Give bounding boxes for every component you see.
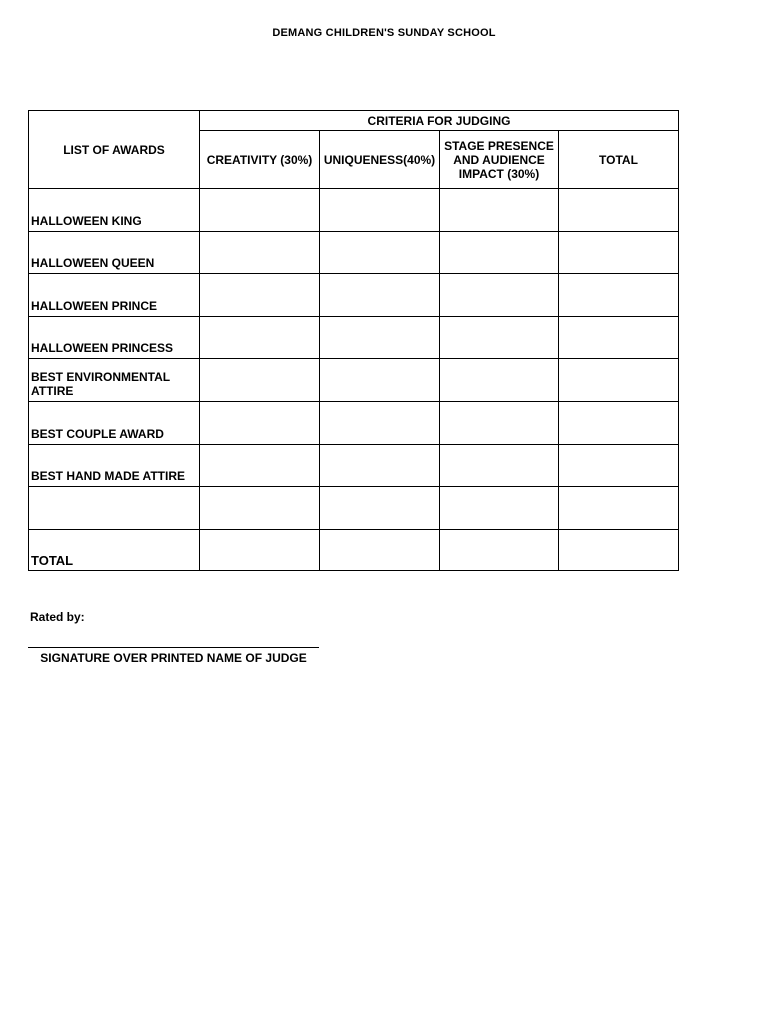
score-cell-stage-presence[interactable] [440, 232, 559, 274]
score-cell-creativity[interactable] [200, 232, 320, 274]
table-row [29, 189, 679, 232]
score-cell-stage-presence[interactable] [440, 189, 559, 232]
score-cell-total[interactable] [559, 189, 679, 232]
score-cell-total[interactable] [559, 232, 679, 274]
table-row-total [29, 530, 679, 571]
score-cell-creativity[interactable] [200, 189, 320, 232]
table-row [29, 402, 679, 445]
score-cell-creativity[interactable] [200, 359, 320, 402]
total-cell-stage-presence[interactable] [440, 530, 559, 571]
score-cell-total[interactable] [559, 445, 679, 487]
score-cell-stage-presence[interactable] [440, 274, 559, 317]
score-cell-uniqueness[interactable] [320, 359, 440, 402]
column-header-uniqueness: UNIQUENESS(40%) [320, 131, 440, 189]
table-row [29, 317, 679, 359]
score-cell-total[interactable] [559, 274, 679, 317]
award-label: HALLOWEEN QUEEN [29, 232, 200, 274]
award-label: HALLOWEEN KING [29, 189, 200, 232]
rated-by-label: Rated by: [30, 610, 85, 624]
signature-caption: SIGNATURE OVER PRINTED NAME OF JUDGE [40, 651, 307, 665]
score-cell-uniqueness[interactable] [320, 402, 440, 445]
score-cell-uniqueness[interactable] [320, 487, 440, 530]
score-cell-stage-presence[interactable] [440, 445, 559, 487]
award-label: BEST ENVIRONMENTAL ATTIRE [29, 359, 200, 402]
award-label: BEST COUPLE AWARD [29, 402, 200, 445]
score-cell-total[interactable] [559, 317, 679, 359]
score-cell-creativity[interactable] [200, 274, 320, 317]
score-cell-uniqueness[interactable] [320, 317, 440, 359]
score-cell-uniqueness[interactable] [320, 445, 440, 487]
list-of-awards-header: LIST OF AWARDS [29, 111, 200, 189]
table-row [29, 359, 679, 402]
award-label: HALLOWEEN PRINCE [29, 274, 200, 317]
score-cell-creativity[interactable] [200, 487, 320, 530]
document-title: DEMANG CHILDREN'S SUNDAY SCHOOL [272, 27, 496, 36]
column-header-creativity: CREATIVITY (30%) [200, 131, 320, 189]
score-cell-total[interactable] [559, 359, 679, 402]
score-cell-uniqueness[interactable] [320, 232, 440, 274]
total-cell-uniqueness[interactable] [320, 530, 440, 571]
score-cell-stage-presence[interactable] [440, 487, 559, 530]
score-cell-creativity[interactable] [200, 445, 320, 487]
table-row [29, 445, 679, 487]
table-row [29, 274, 679, 317]
score-cell-uniqueness[interactable] [320, 274, 440, 317]
score-cell-creativity[interactable] [200, 317, 320, 359]
award-label [29, 487, 200, 530]
signature-line [28, 647, 319, 648]
score-cell-total[interactable] [559, 487, 679, 530]
column-header-stage-presence: STAGE PRESENCE AND AUDIENCE IMPACT (30%) [440, 131, 559, 189]
judging-sheet-table [28, 110, 679, 571]
total-label: TOTAL [29, 530, 200, 571]
score-cell-stage-presence[interactable] [440, 402, 559, 445]
score-cell-total[interactable] [559, 402, 679, 445]
award-label: HALLOWEEN PRINCESS [29, 317, 200, 359]
award-label: BEST HAND MADE ATTIRE [29, 445, 200, 487]
criteria-header: CRITERIA FOR JUDGING [200, 111, 679, 131]
column-header-total: TOTAL [559, 131, 679, 189]
total-cell-total[interactable] [559, 530, 679, 571]
total-cell-creativity[interactable] [200, 530, 320, 571]
score-cell-stage-presence[interactable] [440, 317, 559, 359]
score-cell-stage-presence[interactable] [440, 359, 559, 402]
table-row [29, 232, 679, 274]
score-cell-uniqueness[interactable] [320, 189, 440, 232]
score-cell-creativity[interactable] [200, 402, 320, 445]
table-row [29, 487, 679, 530]
